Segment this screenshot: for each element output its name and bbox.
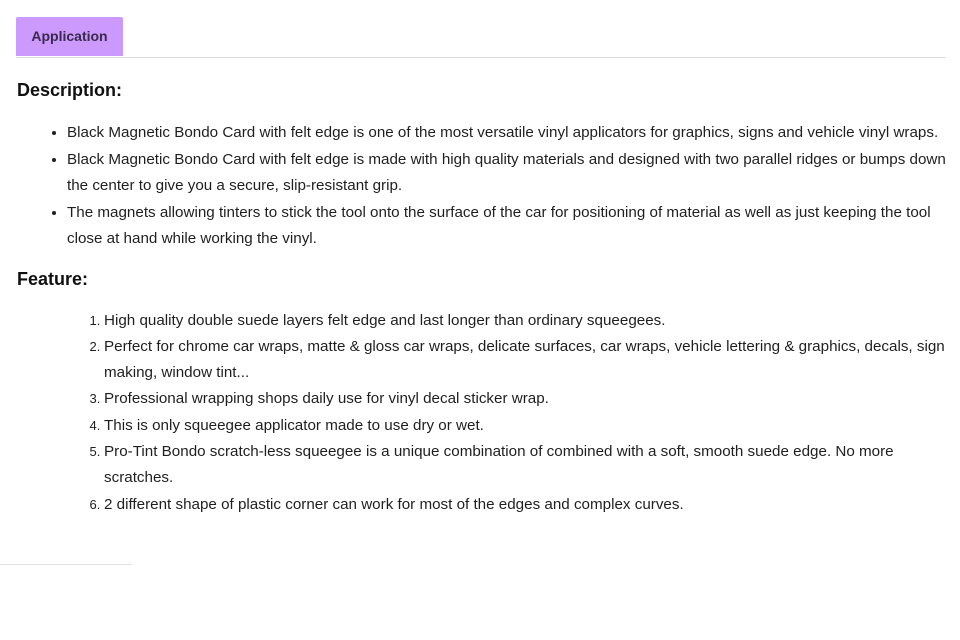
list-item: 3. Professional wrapping shops daily use for vinyl decal sticker wrap. bbox=[104, 386, 947, 412]
list-item: • The magnets allowing tinters to stick the tool onto the surface of the car for positioning of material as well as just keeping the tool close at hand while working the vinyl. bbox=[67, 200, 947, 253]
list-item: 4. This is only squeegee applicator made to use dry or wet. bbox=[104, 413, 947, 439]
divider bbox=[0, 564, 132, 565]
tab-application[interactable]: Application bbox=[16, 17, 123, 56]
description-list bbox=[17, 120, 947, 253]
tab-content bbox=[17, 78, 947, 518]
list-item: 6. 2 different shape of plastic corner can work for most of the edges and complex curves. bbox=[104, 492, 947, 518]
list-item: • Black Magnetic Bondo Card with felt edge is made with high quality materials and designed with two parallel ridges or bumps down the center to give you a secure, slip-resistant grip. bbox=[67, 147, 947, 200]
feature-heading: Feature: bbox=[17, 268, 89, 289]
tab-bar bbox=[16, 17, 946, 58]
feature-list bbox=[17, 308, 947, 518]
description-heading: Description: bbox=[17, 80, 123, 100]
list-item: • Black Magnetic Bondo Card with felt edge is one of the most versatile vinyl applicators for graphics, signs and vehicle vinyl wraps. bbox=[67, 120, 947, 147]
list-item: 2. Perfect for chrome car wraps, matte & gloss car wraps, delicate surfaces, car wraps, vehicle lettering & graphics, decals, sign making, window tint... bbox=[104, 334, 947, 387]
list-item: 1. High quality double suede layers felt edge and last longer than ordinary squeegees. bbox=[104, 308, 947, 334]
list-item: 5. Pro-Tint Bondo scratch-less squeegee is a unique combination of combined with a soft, smooth suede edge. No more scratches. bbox=[104, 439, 947, 492]
